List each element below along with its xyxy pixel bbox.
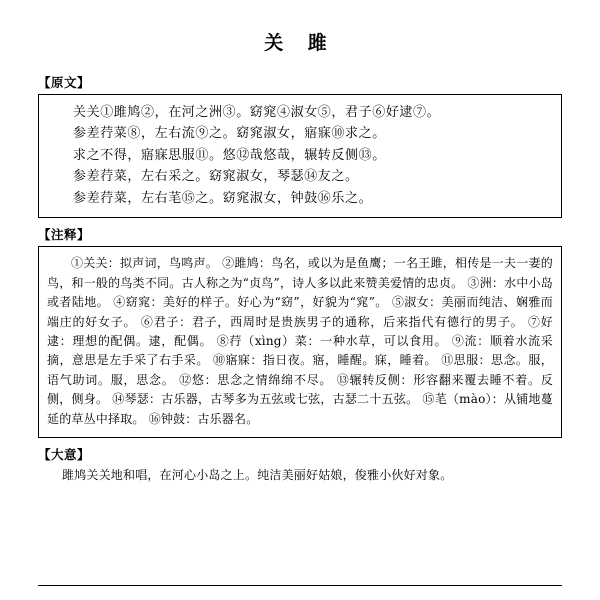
section-heading-original: 【原文】 <box>38 75 91 90</box>
verse-line: 关关①雎鸠②，在河之洲③。窈窕④淑女⑤，君子⑥好逮⑦。 <box>73 105 441 120</box>
verse-line: 参差荇菜⑧，左右流⑨之。窈窕淑女，寤寐⑩求之。 <box>73 126 386 142</box>
verse-line: 参差荇菜，左右芼⑮之。窈窕淑女，钟鼓⑯乐之。 <box>73 190 373 206</box>
page-footer-rule <box>38 585 562 586</box>
section-heading-annotations: 【注释】 <box>38 227 91 243</box>
original-text-box <box>38 94 562 218</box>
verse-body <box>47 102 553 209</box>
annotations-box <box>38 246 562 438</box>
verse-line: 求之不得，寤寐思服⑪。悠⑫哉悠哉，辗转反侧⑬。 <box>73 147 386 163</box>
section-summary <box>38 445 562 485</box>
section-heading-summary: 【大意】 <box>38 447 91 463</box>
section-annotations <box>38 225 562 438</box>
annotations-body: ①关关：拟声词，鸟鸣声。 ②雎鸠：鸟名，或以为是鱼鹰；一名王雎，相传是一夫一妻的鸟，和一般的鸟类不同。古人称之为“贞鸟”，诗人多以此来赞美爱情的忠贞。 ③洲：水中小岛或者陆地。 ④窈窕：美好的样子。好心为“窈”，好貌为“窕”。 ⑤淑女：美丽而纯洁、娴雅而端庄的好女子。 ⑥君子：君子，西周时是贵族男子的通称，后来指代有德行的男子。 ⑦好逮：理想的配偶。逮，配偶。 ⑧荇（xìng）菜：一种水草，可以食用。 ⑨流：顺着水流采摘，意思是左手采了右手采。 ⑩寤寐：指日夜。寤，睡醒。寐，睡着。 ⑪思服：思念。服，语气助词。服，思念。 ⑫悠：思念之情绵绵不尽。 ⑬辗转反侧：形容翻来覆去睡不着。反侧，侧身。 ⑭琴瑟：古乐器，古琴多为五弦或七弦，古瑟二十五弦。 ⑮芼（mào）：从铺地蔓延的草丛中择取。 ⑯钟鼓：古乐器名。 <box>47 256 553 426</box>
page-title: 关 雎 <box>264 32 336 54</box>
verse-line: 参差荇菜，左右采之。窈窕淑女，琴瑟⑭友之。 <box>73 169 359 185</box>
section-original-text <box>38 73 562 218</box>
summary-body: 雎鸠关关地和唱，在河心小岛之上。纯洁美丽好姑娘，俊雅小伙好对象。 <box>62 468 453 483</box>
